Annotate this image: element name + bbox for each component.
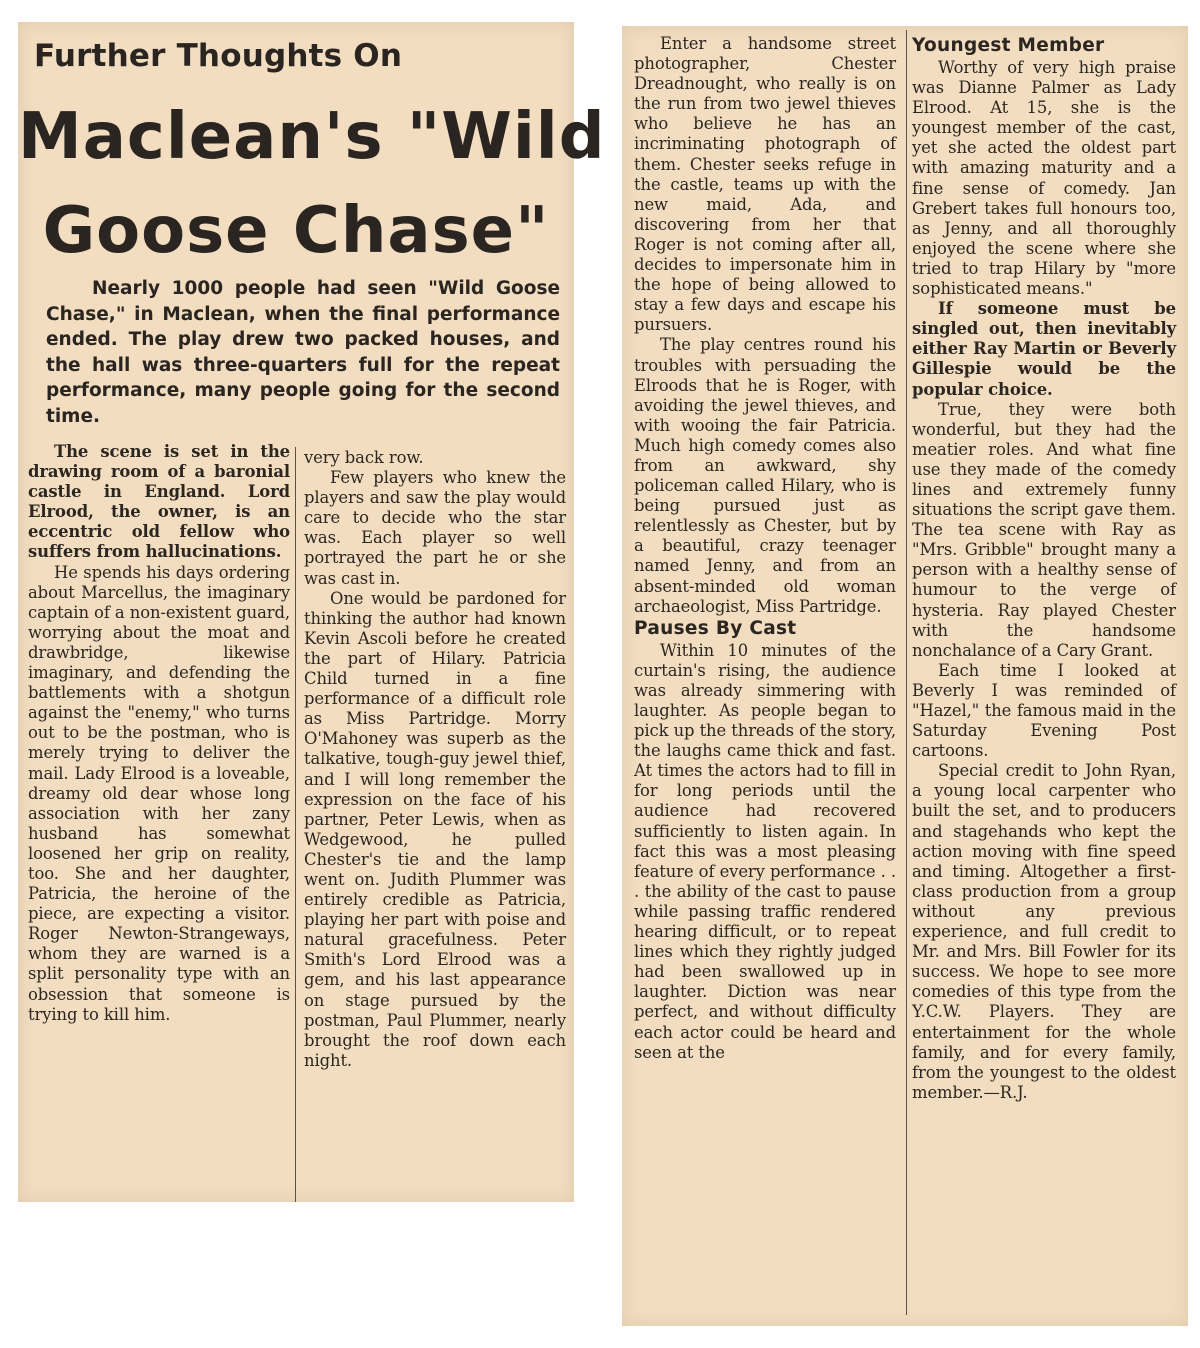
column-rule (906, 30, 907, 1315)
column-1 (28, 442, 290, 1025)
kicker-heading: Further Thoughts On (34, 38, 403, 74)
body-paragraph: One would be pardoned for thinking the author had known Kevin Ascoli before he created the part of Hilary. Patricia Child turned in a fine performance of a difficult role as Miss Partridge. Morry O'Mahoney was superb as the talkative, tough-guy jewel thief, and I will long remember the expression on the face of his partner, Peter Lewis, when as Wedgewood, he pulled Chester's tie and the lamp went on. Judith Plummer was entirely credible as Patricia, playing her part with poise and natural gracefulness. Peter Smith's Lord Elrood was a gem, and his last appearance on stage pursued by the postman, Paul Plummer, nearly brought the roof down each night. (304, 588, 566, 1070)
body-paragraph: Few players who knew the players and saw the play would care to decide who the star was. Each player so well portrayed the part he or she was cast in. (304, 468, 566, 588)
headline-line-1: Maclean's "Wild (18, 100, 606, 174)
bold-paragraph: If someone must be singled out, then inevitably either Ray Martin or Beverly Gillespie would be the popular choice. (912, 299, 1176, 399)
body-paragraph: Worthy of very high praise was Dianne Palmer as Lady Elrood. At 15, she is the youngest member of the cast, yet she acted the oldest part with amazing maturity and a fine sense of comedy. Jan Grebert takes full honours too, as Jenny, and all thoroughly enjoyed the scene where she tried to trap Hilary by "more sophisticated means." (912, 58, 1176, 299)
clipping-right (622, 26, 1188, 1326)
body-paragraph: He spends his days ordering about Marcellus, the imaginary captain of a non-existent guard, worrying about the moat and drawbridge, likewise imaginary, and defending the battlements with a shotgun against the "enemy," who turns out to be the postman, who is merely trying to deliver the mail. Lady Elrood is a loveable, dreamy old dear whose long association with her zany husband has somewhat loosened her grip on reality, too. She and her daughter, Patricia, the heroine of the piece, are expecting a visitor. Roger Newton-Strangeways, whom they are warned is a split personality type with an obsession that someone is trying to kill him. (28, 562, 290, 1024)
column-3 (634, 34, 896, 1063)
article-deck: Nearly 1000 people had seen "Wild Goose Chase," in Maclean, when the final performance ended. The play drew two packed houses, and the hall was three-quarters full for the repeat performance, many people going for the second time. (46, 278, 560, 427)
headline-line-2: Goose Chase" (42, 194, 550, 268)
body-paragraph: True, they were both wonderful, but they had the meatier roles. And what fine use they made of the comedy lines and extremely funny situations the script gave them. The tea scene with Ray as "Mrs. Gribble" brought many a person with a healthy sense of humour to the verge of hysteria. Ray played Chester with the handsome nonchalance of a Cary Grant. (912, 399, 1176, 660)
lead-paragraph: The scene is set in the drawing room of a baronial castle in England. Lord Elrood, the owner, is an eccentric old fellow who suffers from hallucinations. (28, 442, 290, 562)
body-paragraph: very back row. (304, 448, 424, 467)
body-paragraph: The play centres round his troubles with persuading the Elroods that he is Roger, with avoiding the jewel thieves, and with wooing the fair Patricia. Much high comedy comes also from an awkward, shy policeman called Hilary, who is being pursued just as relentlessly as Chester, but by a beautiful, crazy teenager named Jenny, and from an absent-minded old woman archaeologist, Miss Partridge. (634, 335, 896, 616)
subheading-youngest-member: Youngest Member (912, 35, 1105, 56)
column-2 (304, 448, 566, 1071)
column-4 (912, 34, 1176, 1103)
body-paragraph: Each time I looked at Beverly I was reminded of "Hazel," the famous maid in the Saturday Evening Post cartoons. (912, 660, 1176, 761)
clipping-left (18, 22, 606, 1202)
body-paragraph: Special credit to John Ryan, a young local carpenter who built the set, and to producers and stagehands who kept the action moving with fine speed and timing. Altogether a first-class production from a group without any previous experience, and full credit to Mr. and Mrs. Bill Fowler for its success. We hope to see more comedies of this type from the Y.C.W. Players. They are entertainment for the whole family, and for every family, from the youngest to the oldest member.—R.J. (912, 761, 1176, 1102)
body-paragraph: Within 10 minutes of the curtain's rising, the audience was already simmering with laughter. As people began to pick up the threads of the story, the laughs came thick and fast. At times the actors had to fill in for long periods until the audience had recovered sufficiently to listen again. In fact this was a most pleasing feature of every performance . . . the ability of the cast to pause while passing traffic rendered hearing difficult, or to repeat lines which they rightly judged had been swallowed up in laughter. Diction was near perfect, and without difficulty each actor could be heard and seen at the (634, 640, 896, 1062)
column-rule (295, 447, 296, 1202)
body-paragraph: Enter a handsome street photographer, Chester Dreadnought, who really is on the run from two jewel thieves who believe he has an incriminating photograph of them. Chester seeks refuge in the castle, teams up with the new maid, Ada, and discovering from her that Roger is not coming after all, decides to impersonate him in the hope of being allowed to stay a few days and escape his pursuers. (634, 34, 896, 335)
subheading-pauses-by-cast: Pauses By Cast (634, 617, 797, 639)
